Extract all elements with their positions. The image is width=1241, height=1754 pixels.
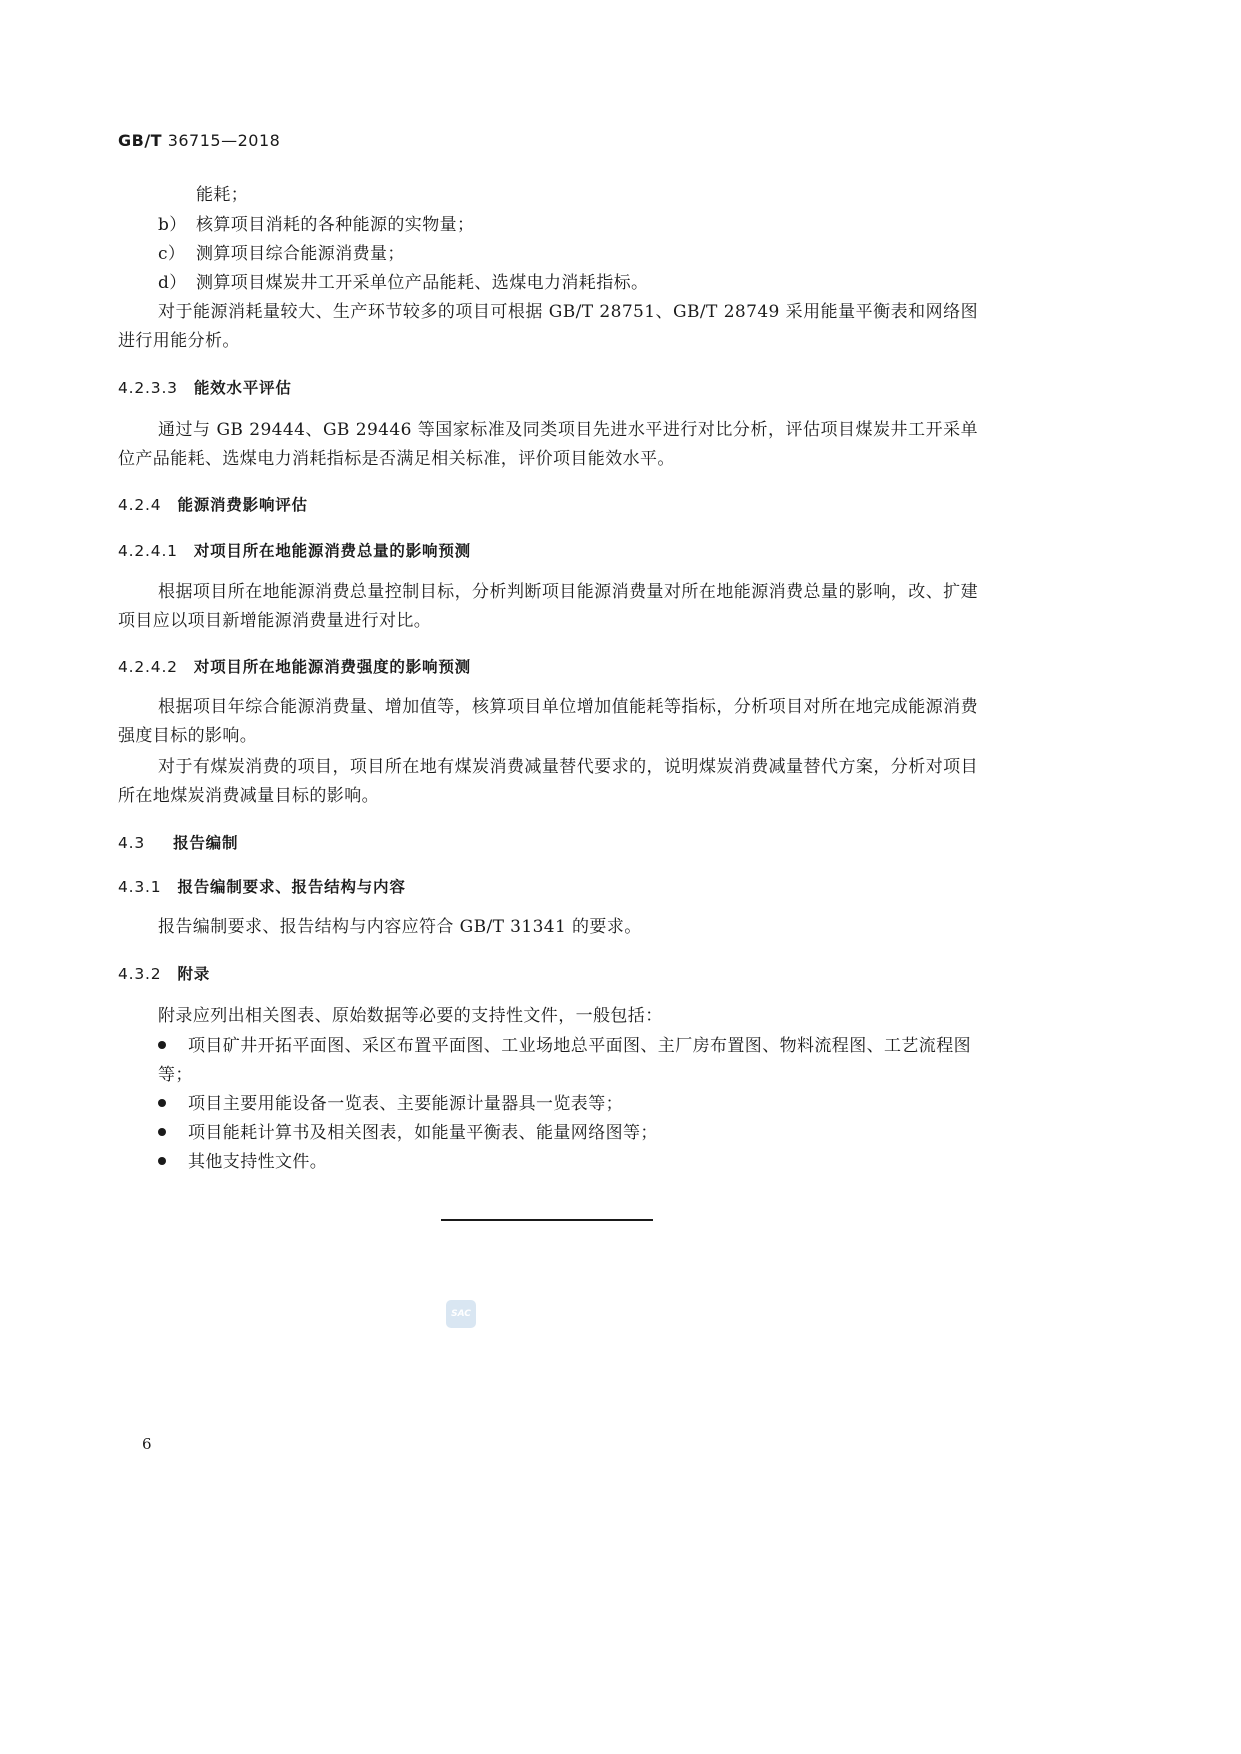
bullet-dot-icon (158, 1157, 166, 1165)
bullet-text: 项目主要用能设备一览表、主要能源计量器具一览表等； (188, 1094, 623, 1114)
section-title: 对项目所在地能源消费总量的影响预测 (193, 542, 471, 560)
list-item-b (158, 211, 978, 240)
paragraph-efficiency: 通过与 GB 29444、GB 29446 等国家标准及同类项目先进水平进行对比分析，评估项目煤炭井工开采单位产品能耗、选煤电力消耗指标是否满足相关标准，评价项目能效水平。 (118, 420, 978, 469)
bullet-item (158, 1032, 978, 1090)
section-title: 附录 (177, 965, 211, 983)
sac-logo-text: SAC (451, 1309, 471, 1319)
list-item-c (158, 240, 978, 269)
section-number: 4.2.4 (118, 496, 162, 514)
sac-watermark-logo (446, 1300, 476, 1328)
section-title: 报告编制 (173, 834, 239, 852)
paragraph-energy-balance: 对于能源消耗量较大、生产环节较多的项目可根据 GB/T 28751、GB/T 28749 采用能量平衡表和网络图进行用能分析。 (118, 302, 978, 351)
bullet-dot-icon (158, 1128, 166, 1136)
bullet-item (158, 1090, 978, 1119)
bullet-dot-icon (158, 1041, 166, 1049)
list-continuation: 能耗； (196, 185, 249, 205)
section-title: 对项目所在地能源消费强度的影响预测 (193, 658, 471, 676)
section-4-3-2 (118, 962, 210, 984)
bullet-dot-icon (158, 1099, 166, 1107)
list-marker-c: c） (158, 244, 186, 264)
section-4-2-3-3 (118, 376, 292, 398)
section-number: 4.3.2 (118, 965, 162, 983)
bullet-text: 项目矿井开拓平面图、采区布置平面图、工业场地总平面图、主厂房布置图、物料流程图、工艺流程图等； (158, 1036, 971, 1085)
section-title: 能源消费影响评估 (177, 496, 308, 514)
paragraph-intensity: 根据项目年综合能源消费量、增加值等，核算项目单位增加值能耗等指标，分析项目对所在地完成能源消费强度目标的影响。 (118, 697, 978, 746)
bullet-text: 其他支持性文件。 (188, 1152, 328, 1172)
section-title: 能效水平评估 (193, 379, 292, 397)
bullet-item (158, 1148, 978, 1177)
section-title: 报告编制要求、报告结构与内容 (177, 878, 406, 896)
standard-header (118, 131, 280, 150)
section-4-2-4-1 (118, 539, 471, 561)
section-4-3-1 (118, 875, 406, 897)
section-4-2-4-2 (118, 655, 471, 677)
list-item-d (158, 269, 978, 298)
bullet-text: 项目能耗计算书及相关图表，如能量平衡表、能量网络图等； (188, 1123, 658, 1143)
section-number: 4.2.4.2 (118, 658, 178, 676)
paragraph-report-requirements: 报告编制要求、报告结构与内容应符合 GB/T 31341 的要求。 (158, 917, 642, 937)
section-4-2-4 (118, 493, 308, 515)
standard-number: 36715—2018 (167, 131, 281, 150)
list-marker-b: b） (158, 215, 187, 235)
section-number: 4.3 (118, 834, 146, 852)
section-number: 4.2.4.1 (118, 542, 178, 560)
paragraph-appendix-intro: 附录应列出相关图表、原始数据等必要的支持性文件，一般包括： (158, 1006, 663, 1026)
end-rule (441, 1219, 653, 1221)
list-text-b: 核算项目消耗的各种能源的实物量； (196, 215, 475, 235)
list-text-d: 测算项目煤炭井工开采单位产品能耗、选煤电力消耗指标。 (196, 273, 649, 293)
page-number: 6 (142, 1435, 152, 1453)
bullet-item (158, 1119, 978, 1148)
list-marker-d: d） (158, 273, 187, 293)
paragraph-coal-reduction: 对于有煤炭消费的项目，项目所在地有煤炭消费减量替代要求的，说明煤炭消费减量替代方案，分析对项目所在地煤炭消费减量目标的影响。 (118, 757, 978, 806)
list-text-c: 测算项目综合能源消费量； (196, 244, 405, 264)
section-number: 4.2.3.3 (118, 379, 178, 397)
section-number: 4.3.1 (118, 878, 162, 896)
paragraph-total-consumption: 根据项目所在地能源消费总量控制目标，分析判断项目能源消费量对所在地能源消费总量的影响，改、扩建项目应以项目新增能源消费量进行对比。 (118, 582, 978, 631)
section-4-3 (118, 831, 238, 853)
standard-code: GB/T (118, 131, 163, 150)
